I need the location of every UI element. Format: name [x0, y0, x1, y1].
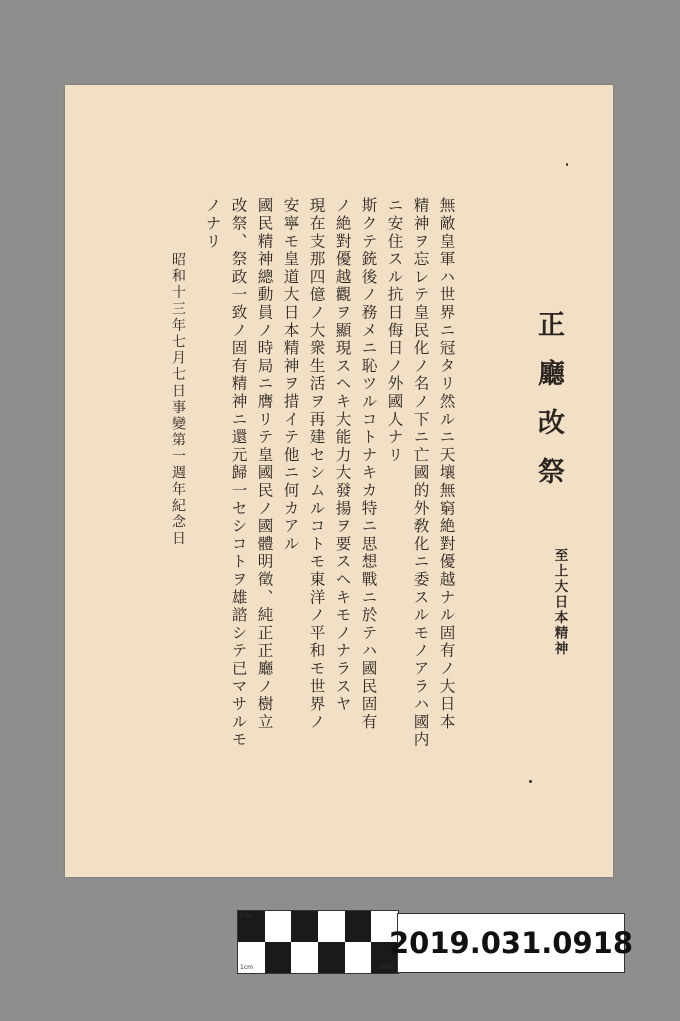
document-title: 正廳改祭 [533, 310, 564, 506]
body-line-7: 安寧モ皇道大日本精神ヲ措イテ他ニ何カアル [281, 197, 300, 553]
paper-speck [529, 780, 532, 783]
scale-label-right: 5cm [380, 964, 393, 971]
scale-label-top: 2cm [239, 912, 252, 919]
body-line-8: 國民精神總動員ノ時局ニ膺リテ皇國民ノ國體明徵、純正正廳ノ樹立 [255, 197, 274, 731]
body-line-6: 現在支那四億ノ大衆生活ヲ再建セシムルコトモ東洋ノ平和モ世界ノ [307, 197, 326, 731]
document-subtitle: 至上大日本精神 [551, 548, 568, 657]
document-paper [65, 85, 613, 877]
catalog-number: 2019.031.0918 [389, 926, 633, 960]
body-line-3: ニ安住スル抗日侮日ノ外國人ナリ [385, 197, 404, 464]
scale-label-left: 1cm [240, 964, 253, 971]
body-line-9: 改祭、祭政一致ノ固有精神ニ還元歸一セシコトヲ雄諮シテ已マサルモ [229, 197, 248, 749]
body-line-4: 斯クテ銃後ノ務メニ恥ツルコトナキカ特ニ思想戰ニ於テハ國民固有 [359, 197, 378, 731]
catalog-number-label [389, 913, 633, 973]
paper-speck [566, 163, 568, 166]
body-line-10: ノナリ [203, 197, 222, 251]
body-line-1: 無敵皇軍ハ世界ニ冠タリ然ルニ天壤無窮絶對優越ナル固有ノ大日本 [437, 197, 456, 731]
body-line-5: ノ絶對優越觀ヲ顯現スヘキ大能力大發揚ヲ要スヘキモノナラスヤ [333, 197, 352, 714]
document-date: 昭和十三年七月七日事變第一週年紀念日 [170, 252, 186, 548]
color-scale-bar [237, 910, 399, 974]
body-line-2: 精神ヲ忘レテ皇民化ノ名ノ下ニ亡國的外敎化ニ委スルモノアラハ國内 [411, 197, 430, 749]
